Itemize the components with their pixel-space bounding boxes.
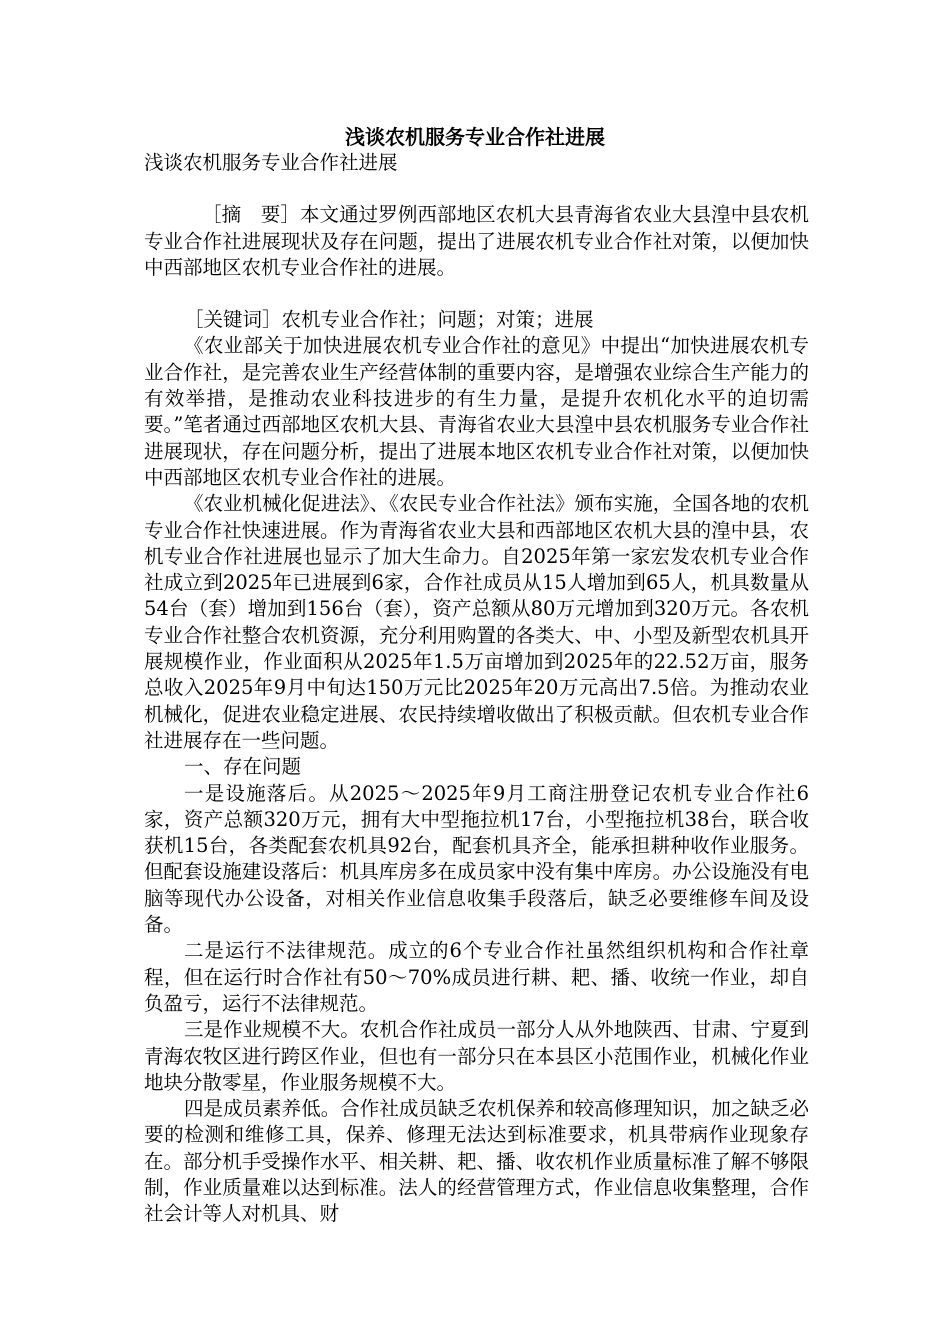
body-paragraph: 四是成员素养低。合作社成员缺乏农机保养和较高修理知识，加之缺乏必要的检测和维修工具，保养、修理无法达到标准要求，机具带病作业现象存在。部分机手受操作水平、相关耕、耙、播、收农机作业质量标准了解不够限制，作业质量难以达到标准。法人的经营管理方式，作业信息收集整理，合作社会计等人对机具、财 (144, 1097, 809, 1226)
keywords-paragraph: ［关键词］农机专业合作社；问题；对策；进展 (184, 308, 594, 332)
document-title: 浅谈农机服务专业合作社进展 (345, 125, 605, 149)
blank-line (144, 281, 809, 307)
body-paragraph: 《农业机械化促进法》、《农民专业合作社法》颁布实施，全国各地的农机专业合作社快速进展。作为青海省农业大县和西部地区农机大县的湟中县，农机专业合作社进展也显示了加大生命力。自2025年第一家宏发农机专业合作社成立到2025年已进展到6家，合作社成员从15人增加到65人，机具数量从54台（套）增加到156台（套），资产总额从80万元增加到320万元。各农机专业合作社整合农机资源，充分利用购置的各类大、中、小型及新型农机具开展规模作业，作业面积从2025年1.5万亩增加到2025年的22.52万亩，服务总收入2025年9月中旬达150万元比2025年20万元高出7.5倍。为推动农业机械化，促进农业稳定进展、农民持续增收做出了积极贡献。但农机专业合作社进展存在一些问题。 (144, 492, 809, 752)
body-paragraph: 一是设施落后。从2025～2025年9月工商注册登记农机专业合作社6家，资产总额320万元，拥有大中型拖拉机17台，小型拖拉机38台，联合收获机15台，各类配套农机具92台，配套机具齐全，能承担耕种收作业服务。但配套设施建设落后：机具库房多在成员家中没有集中库房。办公设施没有电脑等现代办公设备，对相关作业信息收集手段落后，缺乏必要维修车间及设备。 (144, 781, 809, 937)
document-body (144, 150, 809, 1228)
section-heading: 一、存在问题 (184, 755, 302, 779)
abstract-paragraph: ［摘 要］本文通过罗例西部地区农机大县青海省农业大县湟中县农机专业合作社进展现状及存在问题，提出了进展农机专业合作社对策，以便加快中西部地区农机专业合作社的进展。 (144, 203, 809, 279)
document-subtitle: 浅谈农机服务专业合作社进展 (144, 151, 398, 174)
blank-line (144, 176, 809, 202)
body-paragraph: 《农业部关于加快进展农机专业合作社的意见》中提出“加快进展农机专业合作社，是完善农业生产经营体制的重要内容，是增强农业综合生产能力的有效举措，是推动农业科技进步的有生力量，是提升农机化水平的迫切需要。”笔者通过西部地区农机大县、青海省农业大县湟中县农机服务专业合作社进展现状，存在问题分析，提出了进展本地区农机专业合作社对策，以便加快中西部地区农机专业合作社的进展。 (144, 334, 809, 489)
body-paragraph: 二是运行不法律规范。成立的6个专业合作社虽然组织机构和合作社章程，但在运行时合作社有50～70%成员进行耕、耙、播、收统一作业，却自负盈亏，运行不法律规范。 (144, 939, 809, 1015)
body-paragraph: 三是作业规模不大。农机合作社成员一部分人从外地陕西、甘肃、宁夏到青海农牧区进行跨区作业，但也有一部分只在本县区小范围作业，机械化作业地块分散零星，作业服务规模不大。 (144, 1018, 809, 1094)
